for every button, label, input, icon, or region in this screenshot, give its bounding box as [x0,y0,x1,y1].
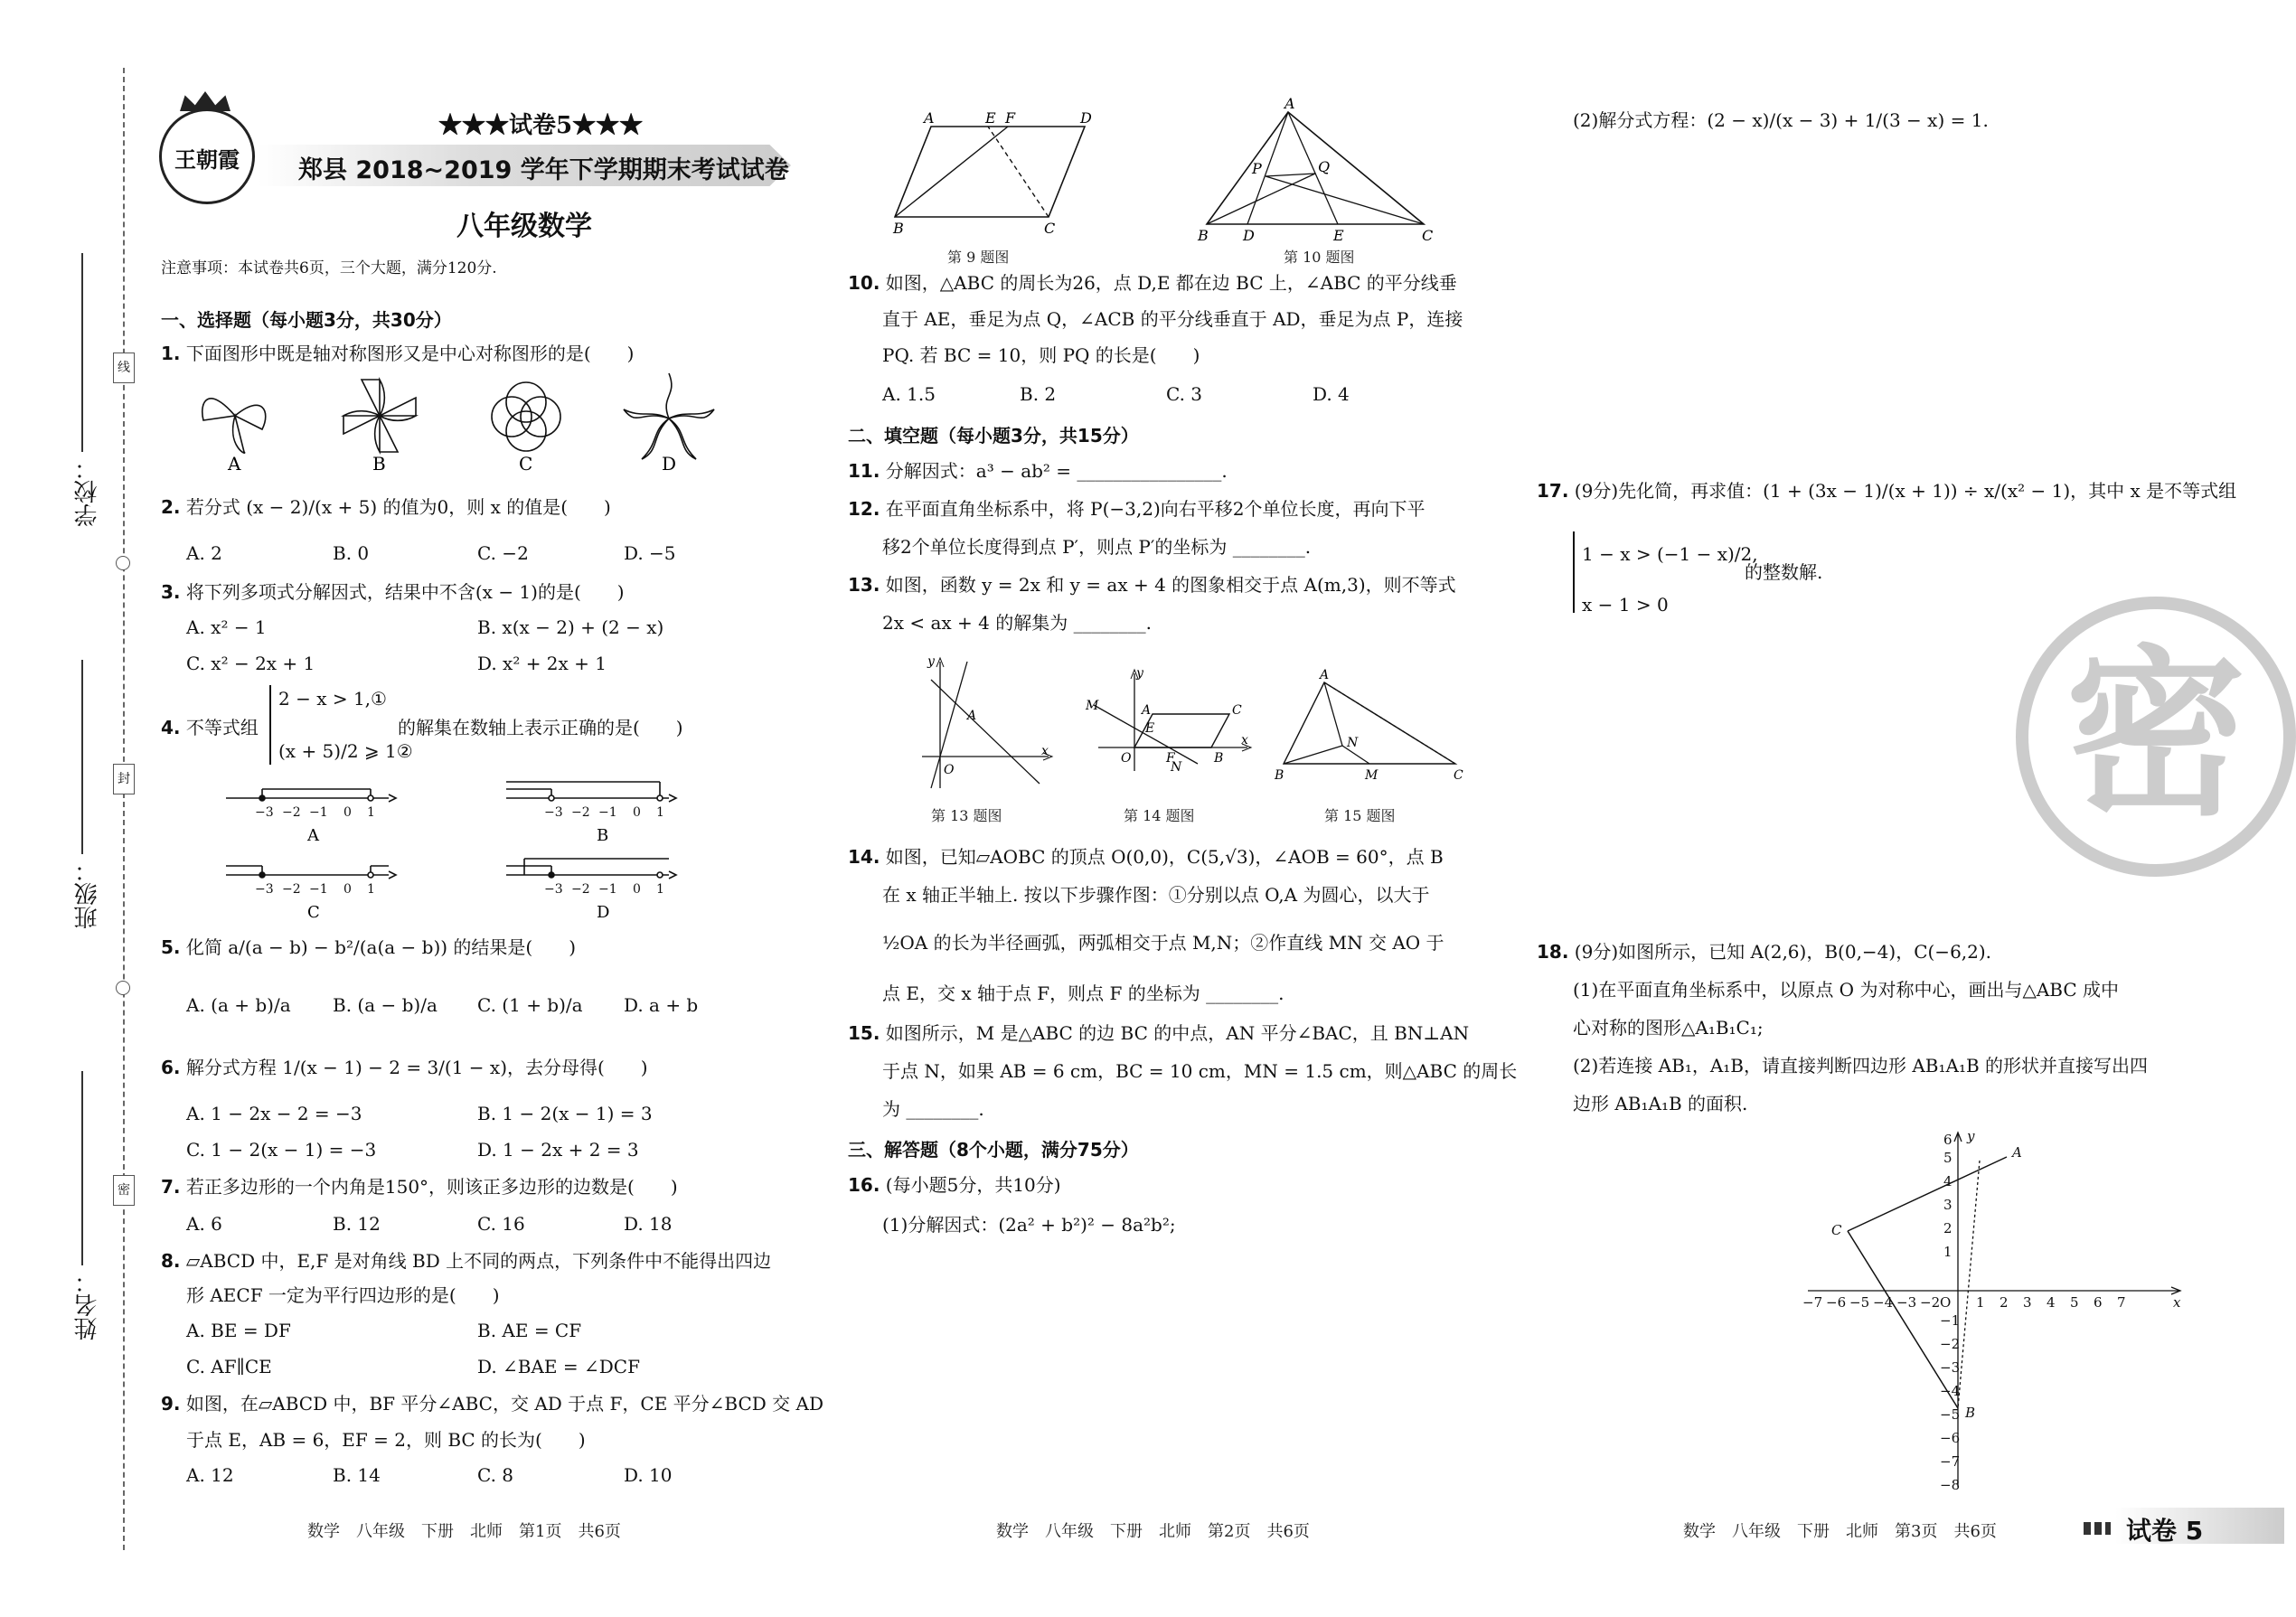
q2-num: 2. [161,496,181,518]
q6-opt-b[interactable]: B. 1 − 2(x − 1) = 3 [477,1103,653,1124]
q9 [161,1392,823,1415]
binding-circle-1 [116,556,130,570]
svg-text:2: 2 [1943,1220,1953,1236]
svg-text:x: x [1041,744,1049,758]
svg-text:E: E [1145,721,1155,736]
q9-text1: 如图，在▱ABCD 中，BF 平分∠ABC，交 AD 于点 F，CE 平分∠BCD 交 AD [185,1393,824,1415]
q11 [848,459,1228,483]
svg-text:1: 1 [367,882,375,897]
svg-text:0: 0 [633,805,641,820]
q3-opt-b[interactable]: B. x(x − 2) + (2 − x) [477,616,664,638]
svg-text:O: O [1940,1294,1952,1311]
svg-text:1: 1 [367,805,375,820]
q4-label-b: B [597,826,609,845]
svg-text:P: P [1252,160,1262,177]
q18-triangle [1848,1157,2007,1408]
binding-line [123,68,125,1550]
svg-text:0: 0 [343,882,352,897]
svg-text:6: 6 [1943,1132,1953,1148]
q10-text3: PQ. 若 BC = 10，则 PQ 的长是( ) [882,344,1200,366]
q18-grid-figure [1799,1130,2197,1491]
footer-page3: 数学 八年级 下册 北师 第3页 共6页 [1683,1522,1997,1541]
svg-text:x: x [1241,733,1248,747]
q18-p2a: (2)若连接 AB₁，A₁B，请直接判断四边形 AB₁A₁B 的形状并直接写出四 [1573,1055,2149,1076]
svg-text:D: D [1243,227,1255,244]
svg-text:A: A [1142,703,1152,718]
svg-text:−2: −2 [571,805,590,820]
logo [159,108,255,204]
svg-text:−3: −3 [255,805,274,820]
svg-text:F: F [1005,109,1016,127]
name-field[interactable] [81,1071,83,1265]
q6-opt-d[interactable]: D. 1 − 2x + 2 = 3 [477,1139,639,1161]
q2-opt-b[interactable]: B. 0 [333,542,370,564]
svg-text:x: x [2173,1294,2181,1311]
q15-num: 15. [848,1022,880,1044]
q5-num: 5. [161,936,181,958]
svg-text:1: 1 [1976,1294,1985,1311]
svg-text:y: y [1136,666,1143,681]
q10 [848,271,1457,295]
q14-text2: 在 x 轴正半轴上. 按以下步骤作图：①分别以点 O,A 为圆心，以大于 [882,884,1430,906]
svg-text:y: y [1967,1128,1975,1144]
svg-text:−4: −4 [1873,1294,1894,1311]
footer-decor [2084,1522,2111,1535]
q14-text1: 如图，已知▱AOBC 的顶点 O(0,0)，C(5,√3)，∠AOB = 60°，点 B [885,846,1444,868]
q1-fig-c [492,382,560,451]
q5-opt-d[interactable]: D. a + b [624,994,699,1016]
q8-text1: ▱ABCD 中，E,F 是对角线 BD 上不同的两点，下列条件中不能得出四边 [185,1250,772,1272]
fig10 [1198,95,1442,244]
section3-title: 三、解答题（8个小题，满分75分） [848,1139,1139,1161]
svg-text:C: C [1454,768,1463,783]
svg-text:C: C [1831,1222,1842,1238]
q17-line2: x − 1 > 0 [1582,594,1669,616]
footer-page2: 数学 八年级 下册 北师 第2页 共6页 [996,1522,1310,1541]
q9-opt-b[interactable]: B. 14 [333,1464,381,1486]
svg-text:−3: −3 [544,805,563,820]
q4-line1: 2 − x > 1,① [278,688,387,710]
svg-text:1: 1 [1943,1244,1953,1260]
q9-opt-d[interactable]: D. 10 [624,1464,673,1486]
svg-text:A: A [1320,668,1330,682]
svg-text:−3: −3 [1896,1294,1917,1311]
q4-pre: 不等式组 [185,717,259,738]
q18-p2b: 边形 AB₁A₁B 的面积. [1573,1093,1748,1114]
q3 [161,580,625,604]
q7-opt-b[interactable]: B. 12 [333,1213,381,1235]
svg-text:−3: −3 [255,882,274,897]
q3-text: 将下列多项式分解因式，结果中不含(x − 1)的是( ) [185,581,625,603]
q7-opt-a[interactable]: A. 6 [186,1213,222,1235]
fig14 [1080,664,1252,773]
svg-text:C: C [1422,227,1434,244]
svg-text:−6: −6 [1826,1294,1847,1311]
q6-num: 6. [161,1057,181,1078]
q5-opt-a[interactable]: A. (a + b)/a [186,994,291,1016]
q17-brace [1573,531,1580,613]
q10-text1: 如图，△ABC 的周长为26，点 D,E 都在边 BC 上，∠ABC 的平分线垂 [885,272,1457,294]
q4-line-b [506,782,676,802]
q9-text2: 于点 E，AB = 6，EF = 2，则 BC 的长为( ) [186,1429,586,1451]
svg-text:4: 4 [2047,1294,2056,1311]
q4-label-d: D [597,903,610,922]
q11-num: 11. [848,460,880,482]
fig10-caption: 第 10 题图 [1284,249,1355,266]
svg-text:B: B [893,220,904,237]
svg-text:7: 7 [2117,1294,2126,1311]
svg-text:D: D [1080,109,1092,127]
q13 [848,573,1456,597]
svg-text:6: 6 [2094,1294,2103,1311]
q9-num: 9. [161,1393,181,1415]
svg-text:1: 1 [656,882,664,897]
logo-crown [180,91,231,111]
q17-text: (9分)先化简，再求值：(1 + (3x − 1)/(x + 1)) ÷ x/(x² − 1)，其中 x 是不等式组 [1574,480,2237,502]
q4-number-lines [217,773,687,926]
svg-text:−1: −1 [598,882,617,897]
svg-text:5: 5 [2070,1294,2079,1311]
svg-text:−7: −7 [1802,1294,1823,1311]
q2-opt-d[interactable]: D. −5 [624,542,676,564]
q6 [161,1056,648,1079]
svg-text:C: C [1044,220,1056,237]
svg-text:−7: −7 [1940,1453,1961,1470]
q18 [1537,940,1991,964]
q1-fig-a [202,399,266,453]
q4-ticks-a [255,805,375,820]
q1-label-a: A [228,453,241,475]
fig15-caption: 第 15 题图 [1324,807,1396,824]
q1-fig-d [624,373,714,459]
q17-num: 17. [1537,480,1569,502]
svg-text:Q: Q [1318,158,1331,175]
footer-page1: 数学 八年级 下册 北师 第1页 共6页 [307,1522,621,1541]
q7 [161,1175,678,1199]
svg-text:4: 4 [1943,1173,1953,1189]
svg-text:B: B [1275,768,1284,783]
svg-text:−2: −2 [571,882,590,897]
school-label: 学校： [74,456,101,527]
q4-label-a: A [307,826,319,845]
q9-opt-c[interactable]: C. 8 [477,1464,514,1486]
q5-opt-b[interactable]: B. (a − b)/a [333,994,438,1016]
svg-text:3: 3 [1943,1197,1953,1213]
logo-text: 王朝霞 [174,146,240,173]
q3-opt-a[interactable]: A. x² − 1 [186,616,267,638]
seal-char: 密 [2065,630,2246,841]
svg-text:−5: −5 [1849,1294,1870,1311]
q14 [848,845,1444,869]
binding-tag-xian: 线 [113,353,135,383]
svg-text:−1: −1 [309,805,328,820]
q12-text1: 在平面直角坐标系中，将 P(−3,2)向右平移2个单位长度，再向下平 [885,498,1426,520]
svg-text:y: y [927,654,935,669]
svg-text:1: 1 [656,805,664,820]
q14-text4: 点 E，交 x 轴于点 F，则点 F 的坐标为 ________. [882,982,1284,1004]
fig14-caption: 第 14 题图 [1124,807,1195,824]
fig9-caption: 第 9 题图 [947,249,1010,266]
q12-text2: 移2个单位长度得到点 P′，则点 P′的坐标为 ________. [882,536,1312,558]
q4-ticks-d [544,882,664,897]
svg-text:−1: −1 [1940,1312,1961,1329]
q8-opt-b[interactable]: B. AE = CF [477,1320,582,1341]
q8 [161,1249,771,1273]
q18-num: 18. [1537,941,1569,963]
q10-opt-d[interactable]: D. 4 [1313,383,1350,405]
q15 [848,1021,1469,1045]
q4-ticks-c [255,882,375,897]
fig9 [895,108,1112,235]
svg-text:0: 0 [343,805,352,820]
svg-text:−4: −4 [1940,1383,1961,1399]
svg-text:−2: −2 [282,882,301,897]
q2-opt-c[interactable]: C. −2 [477,542,529,564]
q4-line2: (x + 5)/2 ⩾ 1② [278,740,413,762]
subject-title: 八年级数学 [456,211,592,242]
svg-text:C: C [1232,703,1242,718]
svg-text:−1: −1 [598,805,617,820]
section1-title: 一、选择题（每小题3分，共30分） [161,309,452,331]
svg-text:−1: −1 [309,882,328,897]
name-label: 姓名： [74,1270,101,1340]
svg-text:5: 5 [1943,1150,1953,1166]
svg-text:2: 2 [2000,1294,2009,1311]
q9-opt-a[interactable]: A. 12 [186,1464,234,1486]
q8-opt-a[interactable]: A. BE = DF [186,1320,291,1341]
svg-text:−3: −3 [544,882,563,897]
class-label: 班级： [74,859,101,929]
exam-title: 郑县 2018~2019 学年下学期期末考试试卷 [298,156,789,184]
notice: 注意事项：本试卷共6页，三个大题，满分120分. [161,259,497,277]
binding-tag-mi: 密 [113,1175,135,1206]
q2 [161,495,611,519]
q7-opt-d[interactable]: D. 18 [624,1213,673,1235]
q3-num: 3. [161,581,181,603]
svg-text:N: N [1347,736,1359,750]
svg-text:−2: −2 [1920,1294,1941,1311]
q4 [161,716,259,739]
binding-circle-2 [116,981,130,995]
svg-text:−6: −6 [1940,1430,1961,1446]
q16-part1: (1)分解因式：(2a² + b²)² − 8a²b²; [882,1214,1176,1236]
q3-opt-d[interactable]: D. x² + 2x + 1 [477,653,607,674]
q6-opt-a[interactable]: A. 1 − 2x − 2 = −3 [186,1103,362,1124]
q8-opt-d[interactable]: D. ∠BAE = ∠DCF [477,1356,640,1377]
svg-text:A: A [2012,1144,2022,1161]
q5-text: 化简 a/(a − b) − b²/(a(a − b)) 的结果是( ) [185,936,577,958]
section2-title: 二、填空题（每小题3分，共15分） [848,425,1139,447]
q8-text2: 形 AECF 一定为平行四边形的是( ) [186,1284,500,1306]
svg-text:O: O [944,763,955,777]
q15-text1: 如图所示，M 是△ABC 的边 BC 的中点，AN 平分∠BAC，且 BN⊥AN [885,1022,1470,1044]
q4-line-a [226,789,396,802]
q4-num: 4. [161,717,181,738]
q17-line1: 1 − x > (−1 − x)/2, [1582,543,1758,565]
fig13-caption: 第 13 题图 [931,807,1002,824]
svg-text:A: A [924,109,935,127]
q1-figures [181,366,723,475]
svg-text:A: A [967,709,977,723]
q6-opt-c[interactable]: C. 1 − 2(x − 1) = −3 [186,1139,377,1161]
q8-num: 8. [161,1250,181,1272]
q4-brace [269,685,277,765]
q1-num: 1. [161,343,181,364]
svg-text:M: M [1365,768,1379,783]
q12-num: 12. [848,498,880,520]
q6-text: 解分式方程 1/(x − 1) − 2 = 3/(1 − x)，去分母得( ) [185,1057,648,1078]
q5-opt-c[interactable]: C. (1 + b)/a [477,994,583,1016]
svg-text:−3: −3 [1940,1359,1961,1376]
exam-badge: ★★★试卷5★★★ [438,112,644,139]
svg-text:−2: −2 [282,805,301,820]
q16-part2: (2)解分式方程：(2 − x)/(x − 3) + 1/(3 − x) = 1. [1573,109,1989,131]
q4-label-c: C [307,903,320,922]
q1-label-c: C [519,453,533,475]
q16-text: (每小题5分，共10分) [885,1174,1061,1196]
q13-num: 13. [848,574,880,596]
svg-text:−5: −5 [1940,1406,1961,1423]
q12 [848,497,1426,521]
q10-num: 10. [848,272,880,294]
q4-ticks-b [544,805,664,820]
svg-text:F: F [1166,751,1175,766]
q14-num: 14. [848,846,880,868]
q14-text3: ½OA 的长为半径画弧，两弧相交于点 M,N；②作直线 MN 交 AO 于 [882,932,1444,954]
fig15 [1275,669,1464,786]
svg-text:−8: −8 [1940,1477,1961,1493]
binding-tag-feng: 封 [113,764,135,794]
q1-label-d: D [662,453,677,475]
q16-num: 16. [848,1174,880,1196]
q13-text1: 如图，函数 y = 2x 和 y = ax + 4 的图象相交于点 A(m,3)，则不等式 [885,574,1456,596]
q4-post: 的解集在数轴上表示正确的是( ) [398,717,683,738]
svg-text:B: B [1965,1405,1976,1421]
q7-num: 7. [161,1176,181,1198]
q5 [161,935,576,959]
q1-label-b: B [372,453,386,475]
q4-line-d [506,859,676,879]
footer-badge: 试卷 5 [2126,1516,2204,1546]
q17-post: 的整数解. [1745,561,1823,583]
q10-opt-a[interactable]: A. 1.5 [882,383,936,405]
svg-text:O: O [1121,751,1132,766]
svg-text:B: B [1214,751,1224,766]
fig13 [913,653,1058,797]
q7-text: 若正多边形的一个内角是150°，则该正多边形的边数是( ) [185,1176,678,1198]
q11-text: 分解因式：a³ − ab² = ________________. [885,460,1228,482]
q17 [1537,479,2236,503]
q2-text: 若分式 (x − 2)/(x + 5) 的值为0，则 x 的值是( ) [185,496,611,518]
q15-text3: 为 ________. [882,1098,984,1120]
q18-p1b: 心对称的图形△A₁B₁C₁; [1573,1017,1764,1039]
q16 [848,1173,1061,1197]
school-field[interactable] [81,253,83,452]
svg-text:A: A [1284,95,1295,112]
q18-text: (9分)如图所示，已知 A(2,6)，B(0,−4)，C(−6,2). [1574,941,1992,963]
q2-opt-a[interactable]: A. 2 [186,542,222,564]
q18-p1a: (1)在平面直角坐标系中，以原点 O 为对称中心，画出与△ABC 成中 [1573,979,2119,1001]
q10-text2: 直于 AE，垂足为点 Q，∠ACB 的平分线垂直于 AD，垂足为点 P，连接 [882,308,1463,330]
q7-opt-c[interactable]: C. 16 [477,1213,525,1235]
q15-text2: 于点 N，如果 AB = 6 cm，BC = 10 cm，MN = 1.5 cm，则△ABC 的周长 [882,1060,1518,1082]
q13-text2: 2x < ax + 4 的解集为 ________. [882,612,1152,634]
q4-line-c [226,866,396,879]
svg-text:0: 0 [633,882,641,897]
q10-opt-b[interactable]: B. 2 [1020,383,1057,405]
svg-text:N: N [1171,760,1182,775]
q1-fig-b [343,380,416,452]
q10-opt-c[interactable]: C. 3 [1166,383,1203,405]
svg-text:M: M [1086,699,1099,713]
svg-text:−2: −2 [1940,1336,1961,1352]
svg-text:B: B [1198,227,1209,244]
class-field[interactable] [81,660,83,854]
q1-text: 下面图形中既是轴对称图形又是中心对称图形的是( ) [185,343,635,364]
svg-text:E: E [985,109,996,127]
q1 [161,342,634,365]
seal-watermark [2016,597,2296,877]
svg-text:3: 3 [2023,1294,2032,1311]
q8-opt-c[interactable]: C. AF∥CE [186,1356,272,1377]
q3-opt-c[interactable]: C. x² − 2x + 1 [186,653,315,674]
svg-text:E: E [1333,227,1344,244]
